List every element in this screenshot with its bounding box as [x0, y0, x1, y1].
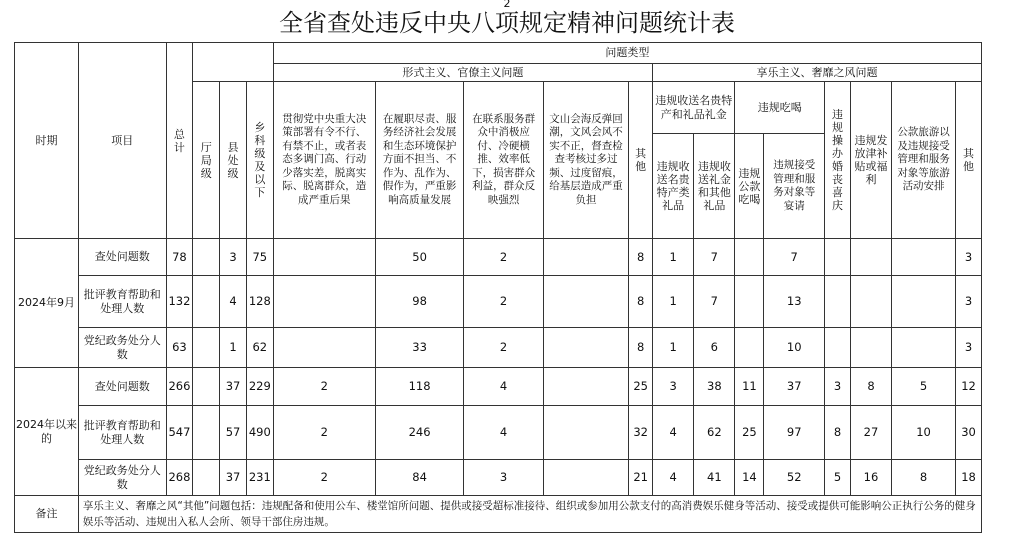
cell-g2: 62	[694, 406, 735, 460]
cell-f4	[543, 276, 629, 328]
cell-f1: 2	[273, 368, 375, 406]
cell-sub	[850, 239, 891, 276]
cell-oth: 3	[956, 276, 982, 328]
cell-f2: 50	[375, 239, 464, 276]
cell-sub	[850, 328, 891, 368]
cell-e2: 10	[764, 328, 825, 368]
header-formalism-other: 其他	[629, 82, 653, 239]
cell-ting	[193, 239, 220, 276]
row-item: 党纪政务处分人数	[78, 328, 166, 368]
cell-total: 266	[166, 368, 193, 406]
row-item: 批评教育帮助和处理人数	[78, 276, 166, 328]
table-row	[15, 239, 982, 276]
cell-trv	[892, 276, 956, 328]
cell-f2: 33	[375, 328, 464, 368]
header-eat-group: 违规吃喝	[735, 82, 825, 134]
cell-f1: 2	[273, 406, 375, 460]
cell-xiang: 490	[246, 406, 273, 460]
cell-g2: 41	[694, 460, 735, 496]
cell-xiang: 229	[246, 368, 273, 406]
row-item: 批评教育帮助和处理人数	[78, 406, 166, 460]
header-problem-type: 问题类型	[273, 43, 981, 64]
header-item: 项目	[78, 43, 166, 239]
cell-f2: 98	[375, 276, 464, 328]
cell-e1	[735, 276, 764, 328]
cell-sub	[850, 276, 891, 328]
cell-trv: 10	[892, 406, 956, 460]
cell-ting	[193, 460, 220, 496]
header-travel: 公款旅游以及违规接受管理和服务对象等旅游活动安排	[892, 82, 956, 239]
header-gift-1: 违规收送名贵特产类礼品	[653, 134, 694, 239]
cell-f4	[543, 328, 629, 368]
header-subsidy: 违规发放津补贴或福利	[850, 82, 891, 239]
cell-g1: 4	[653, 406, 694, 460]
page-number: 2	[503, 0, 511, 10]
cell-ting	[193, 276, 220, 328]
cell-ting	[193, 328, 220, 368]
cell-wed	[825, 276, 851, 328]
period-label: 2024年以来的	[15, 368, 79, 496]
cell-f1	[273, 328, 375, 368]
header-gift-group: 违规收送名贵特产和礼品礼金	[653, 82, 735, 134]
header-formalism-2: 在履职尽责、服务经济社会发展和生态环境保护方面不担当、不作为、乱作为、假作为，严重影响高质量发展	[375, 82, 464, 239]
cell-g2: 7	[694, 239, 735, 276]
header-wedding: 违规操办婚丧喜庆	[825, 82, 851, 239]
cell-g1: 1	[653, 239, 694, 276]
cell-trv: 5	[892, 368, 956, 406]
cell-trv	[892, 239, 956, 276]
cell-total: 547	[166, 406, 193, 460]
cell-f3: 2	[464, 276, 543, 328]
cell-g1: 1	[653, 328, 694, 368]
cell-e1: 14	[735, 460, 764, 496]
cell-g2: 6	[694, 328, 735, 368]
cell-f4	[543, 460, 629, 496]
cell-f4	[543, 368, 629, 406]
cell-f5: 8	[629, 328, 653, 368]
cell-total: 132	[166, 276, 193, 328]
cell-xiang: 128	[246, 276, 273, 328]
header-period: 时期	[15, 43, 79, 239]
cell-total: 63	[166, 328, 193, 368]
header-gift-2: 违规收送礼金和其他礼品	[694, 134, 735, 239]
cell-f3: 4	[464, 368, 543, 406]
cell-trv: 8	[892, 460, 956, 496]
cell-e1	[735, 239, 764, 276]
header-formalism: 形式主义、官僚主义问题	[273, 64, 652, 82]
cell-oth: 3	[956, 328, 982, 368]
cell-e2: 37	[764, 368, 825, 406]
cell-oth: 12	[956, 368, 982, 406]
table-row	[15, 276, 982, 328]
cell-f2: 246	[375, 406, 464, 460]
header-ting-ju: 厅局级	[193, 82, 220, 239]
table-row	[15, 406, 982, 460]
note-row	[15, 496, 982, 533]
table-row	[15, 368, 982, 406]
table-row	[15, 328, 982, 368]
cell-f1: 2	[273, 460, 375, 496]
cell-xian: 37	[220, 368, 247, 406]
row-item: 党纪政务处分人数	[78, 460, 166, 496]
note-text: 享乐主义、奢靡之风“其他”问题包括：违规配备和使用公车、楼堂馆所问题、提供或接受超标准接待、组织或参加用公款支付的高消费娱乐健身等活动、接受或提供可能影响公正执行公务的健身娱乐等活动、违规出入私人会所、领导干部住房违规。	[78, 496, 981, 533]
cell-g1: 1	[653, 276, 694, 328]
cell-e1: 25	[735, 406, 764, 460]
cell-f5: 32	[629, 406, 653, 460]
row-item: 查处问题数	[78, 239, 166, 276]
cell-xian: 57	[220, 406, 247, 460]
cell-wed	[825, 328, 851, 368]
cell-f2: 84	[375, 460, 464, 496]
cell-f3: 2	[464, 328, 543, 368]
cell-sub: 27	[850, 406, 891, 460]
cell-f4	[543, 406, 629, 460]
header-formalism-3: 在联系服务群众中消极应付、冷硬横推、效率低下，损害群众利益，群众反映强烈	[464, 82, 543, 239]
header-total: 总计	[166, 43, 193, 239]
cell-f2: 118	[375, 368, 464, 406]
cell-wed: 3	[825, 368, 851, 406]
cell-f5: 21	[629, 460, 653, 496]
cell-f3: 2	[464, 239, 543, 276]
cell-wed	[825, 239, 851, 276]
header-xiang-ke: 乡科级及以下	[246, 82, 273, 239]
row-item: 查处问题数	[78, 368, 166, 406]
cell-e2: 7	[764, 239, 825, 276]
header-level-group	[193, 43, 273, 82]
cell-e2: 13	[764, 276, 825, 328]
cell-total: 268	[166, 460, 193, 496]
cell-f5: 8	[629, 276, 653, 328]
header-formalism-4: 文山会海反弹回潮，文风会风不实不正，督查检查考核过多过频、过度留痕，给基层造成严重负担	[543, 82, 629, 239]
cell-oth: 3	[956, 239, 982, 276]
cell-e2: 97	[764, 406, 825, 460]
cell-wed: 8	[825, 406, 851, 460]
cell-sub: 16	[850, 460, 891, 496]
cell-xian: 1	[220, 328, 247, 368]
cell-f5: 25	[629, 368, 653, 406]
cell-g1: 4	[653, 460, 694, 496]
cell-f1	[273, 276, 375, 328]
statistics-table	[14, 42, 982, 533]
cell-xian: 3	[220, 239, 247, 276]
note-label: 备注	[15, 496, 79, 533]
cell-xian: 4	[220, 276, 247, 328]
cell-f4	[543, 239, 629, 276]
cell-e1: 11	[735, 368, 764, 406]
cell-wed: 5	[825, 460, 851, 496]
cell-oth: 30	[956, 406, 982, 460]
table-row	[15, 460, 982, 496]
header-eat-2: 违规接受管理和服务对象等宴请	[764, 134, 825, 239]
cell-xian: 37	[220, 460, 247, 496]
cell-xiang: 231	[246, 460, 273, 496]
cell-sub: 8	[850, 368, 891, 406]
cell-g1: 3	[653, 368, 694, 406]
header-xian-chu: 县处级	[220, 82, 247, 239]
cell-xiang: 62	[246, 328, 273, 368]
cell-f3: 4	[464, 406, 543, 460]
period-label: 2024年9月	[15, 239, 79, 368]
cell-f5: 8	[629, 239, 653, 276]
cell-ting	[193, 406, 220, 460]
cell-total: 78	[166, 239, 193, 276]
header-eat-1: 违规公款吃喝	[735, 134, 764, 239]
header-formalism-1: 贯彻党中央重大决策部署有令不行、有禁不止，或者表态多调门高、行动少落实差，脱离实际、脱离群众，造成严重后果	[273, 82, 375, 239]
header-hedonism-other: 其他	[956, 82, 982, 239]
cell-trv	[892, 328, 956, 368]
cell-f3: 3	[464, 460, 543, 496]
header-hedonism: 享乐主义、奢靡之风问题	[653, 64, 982, 82]
cell-f1	[273, 239, 375, 276]
cell-oth: 18	[956, 460, 982, 496]
cell-xiang: 75	[246, 239, 273, 276]
cell-g2: 7	[694, 276, 735, 328]
cell-g2: 38	[694, 368, 735, 406]
cell-e2: 52	[764, 460, 825, 496]
cell-ting	[193, 368, 220, 406]
page-title: 全省查处违反中央八项规定精神问题统计表	[279, 9, 735, 37]
cell-e1	[735, 328, 764, 368]
